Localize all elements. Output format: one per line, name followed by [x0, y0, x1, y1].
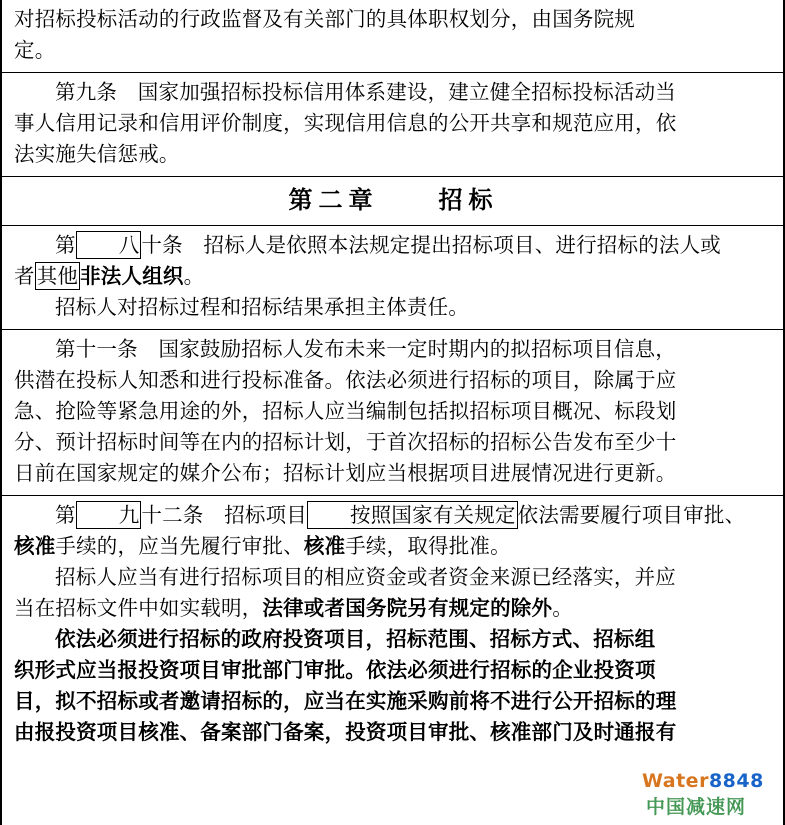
section-article-9	[2, 73, 783, 177]
line-bold-text: 非法人组织	[80, 264, 184, 288]
article-number-prefix: 第	[55, 503, 76, 527]
paragraph-line: 急、抢险等紧急用途的外，招标人应当编制包括拟招标项目概况、标段划	[14, 399, 677, 423]
line-prefix: 者	[14, 264, 35, 288]
watermark-line-1	[642, 770, 764, 792]
paragraph-line-with-boxes	[14, 261, 773, 292]
watermark-number: 8848	[708, 770, 764, 792]
chapter-title: 第二章 招标	[288, 185, 499, 214]
paragraph-line: 法实施失信惩戒。	[14, 142, 180, 166]
section-article-12	[2, 496, 783, 754]
line-text: 。	[552, 596, 573, 620]
boxed-phrase-guojia-guiding: 按照国家有关规定	[307, 501, 518, 529]
line-bold-text: 核准	[303, 534, 346, 558]
article-number-prefix: 第	[55, 233, 76, 257]
section-article-11	[2, 330, 783, 496]
watermark	[642, 770, 785, 822]
section-article-8-continuation	[2, 0, 783, 73]
line-text: 手续，取得批准。	[345, 534, 511, 558]
line-text: 手续的，应当先履行审批、	[55, 534, 304, 558]
paragraph-line: 依法必须进行招标的政府投资项目，招标范围、招标方式、招标组	[55, 627, 656, 651]
section-article-10	[2, 226, 783, 330]
line-suffix: 依法需要履行项目审批、	[517, 503, 746, 527]
paragraph-line: 招标人应当有进行招标项目的相应资金或者资金来源已经落实，并应	[55, 565, 676, 589]
paragraph-line-mixed	[14, 593, 773, 624]
line-bold-text: 法律或者国务院另有规定的除外	[262, 596, 553, 620]
paragraph-line: 目，拟不招标或者邀请招标的，应当在实施采购前将不进行公开招标的理	[14, 689, 677, 713]
paragraph-line: 招标人对招标过程和招标结果承担主体责任。	[55, 295, 469, 319]
paragraph-line-mixed	[14, 531, 773, 562]
paragraph-line: 由报投资项目核准、备案部门备案，投资项目审批、核准部门及时通报有	[14, 720, 677, 744]
paragraph-line: 事人信用记录和信用评价制度，实现信用信息的公开共享和规范应用，依	[14, 111, 677, 135]
article-number-suffix: 十二条 招标项目	[141, 503, 308, 527]
line-bold-text: 核准	[14, 534, 56, 558]
paragraph-line-with-boxes	[14, 230, 773, 261]
paragraph-line: 日前在国家规定的媒介公布；招标计划应当根据项目进展情况进行更新。	[14, 461, 677, 485]
article-number-suffix: 十条 招标人是依照本法规定提出招标项目、进行招标的法人或	[141, 233, 722, 257]
line-text: 当在招标文件中如实载明，	[14, 596, 263, 620]
paragraph-line-with-boxes	[14, 500, 773, 531]
boxed-char-eight: 八	[76, 231, 142, 259]
paragraph-line: 分、预计招标时间等在内的招标计划，于首次招标的招标公告发布至少十	[14, 430, 677, 454]
paragraph-line: 第九条 国家加强招标投标信用体系建设，建立健全招标投标活动当	[55, 80, 676, 104]
paragraph-line: 供潜在投标人知悉和进行投标准备。依法必须进行招标的项目，除属于应	[14, 368, 677, 392]
paragraph-line: 第十一条 国家鼓励招标人发布未来一定时期内的拟招标项目信息，	[55, 337, 676, 361]
paragraph-line: 织形式应当报投资项目审批部门审批。依法必须进行招标的企业投资项	[14, 658, 656, 682]
paragraph-line: 对招标投标活动的行政监督及有关部门的具体职权划分，由国务院规	[14, 7, 635, 31]
paragraph-line: 定。	[14, 38, 56, 62]
section-chapter-2-heading	[2, 177, 783, 226]
line-suffix: 。	[183, 264, 205, 288]
watermark-line-2: 中国减速网	[646, 796, 747, 818]
watermark-text: Water	[642, 770, 709, 792]
boxed-char-nine: 九	[76, 501, 142, 529]
boxed-word-qita: 其他	[36, 264, 79, 288]
